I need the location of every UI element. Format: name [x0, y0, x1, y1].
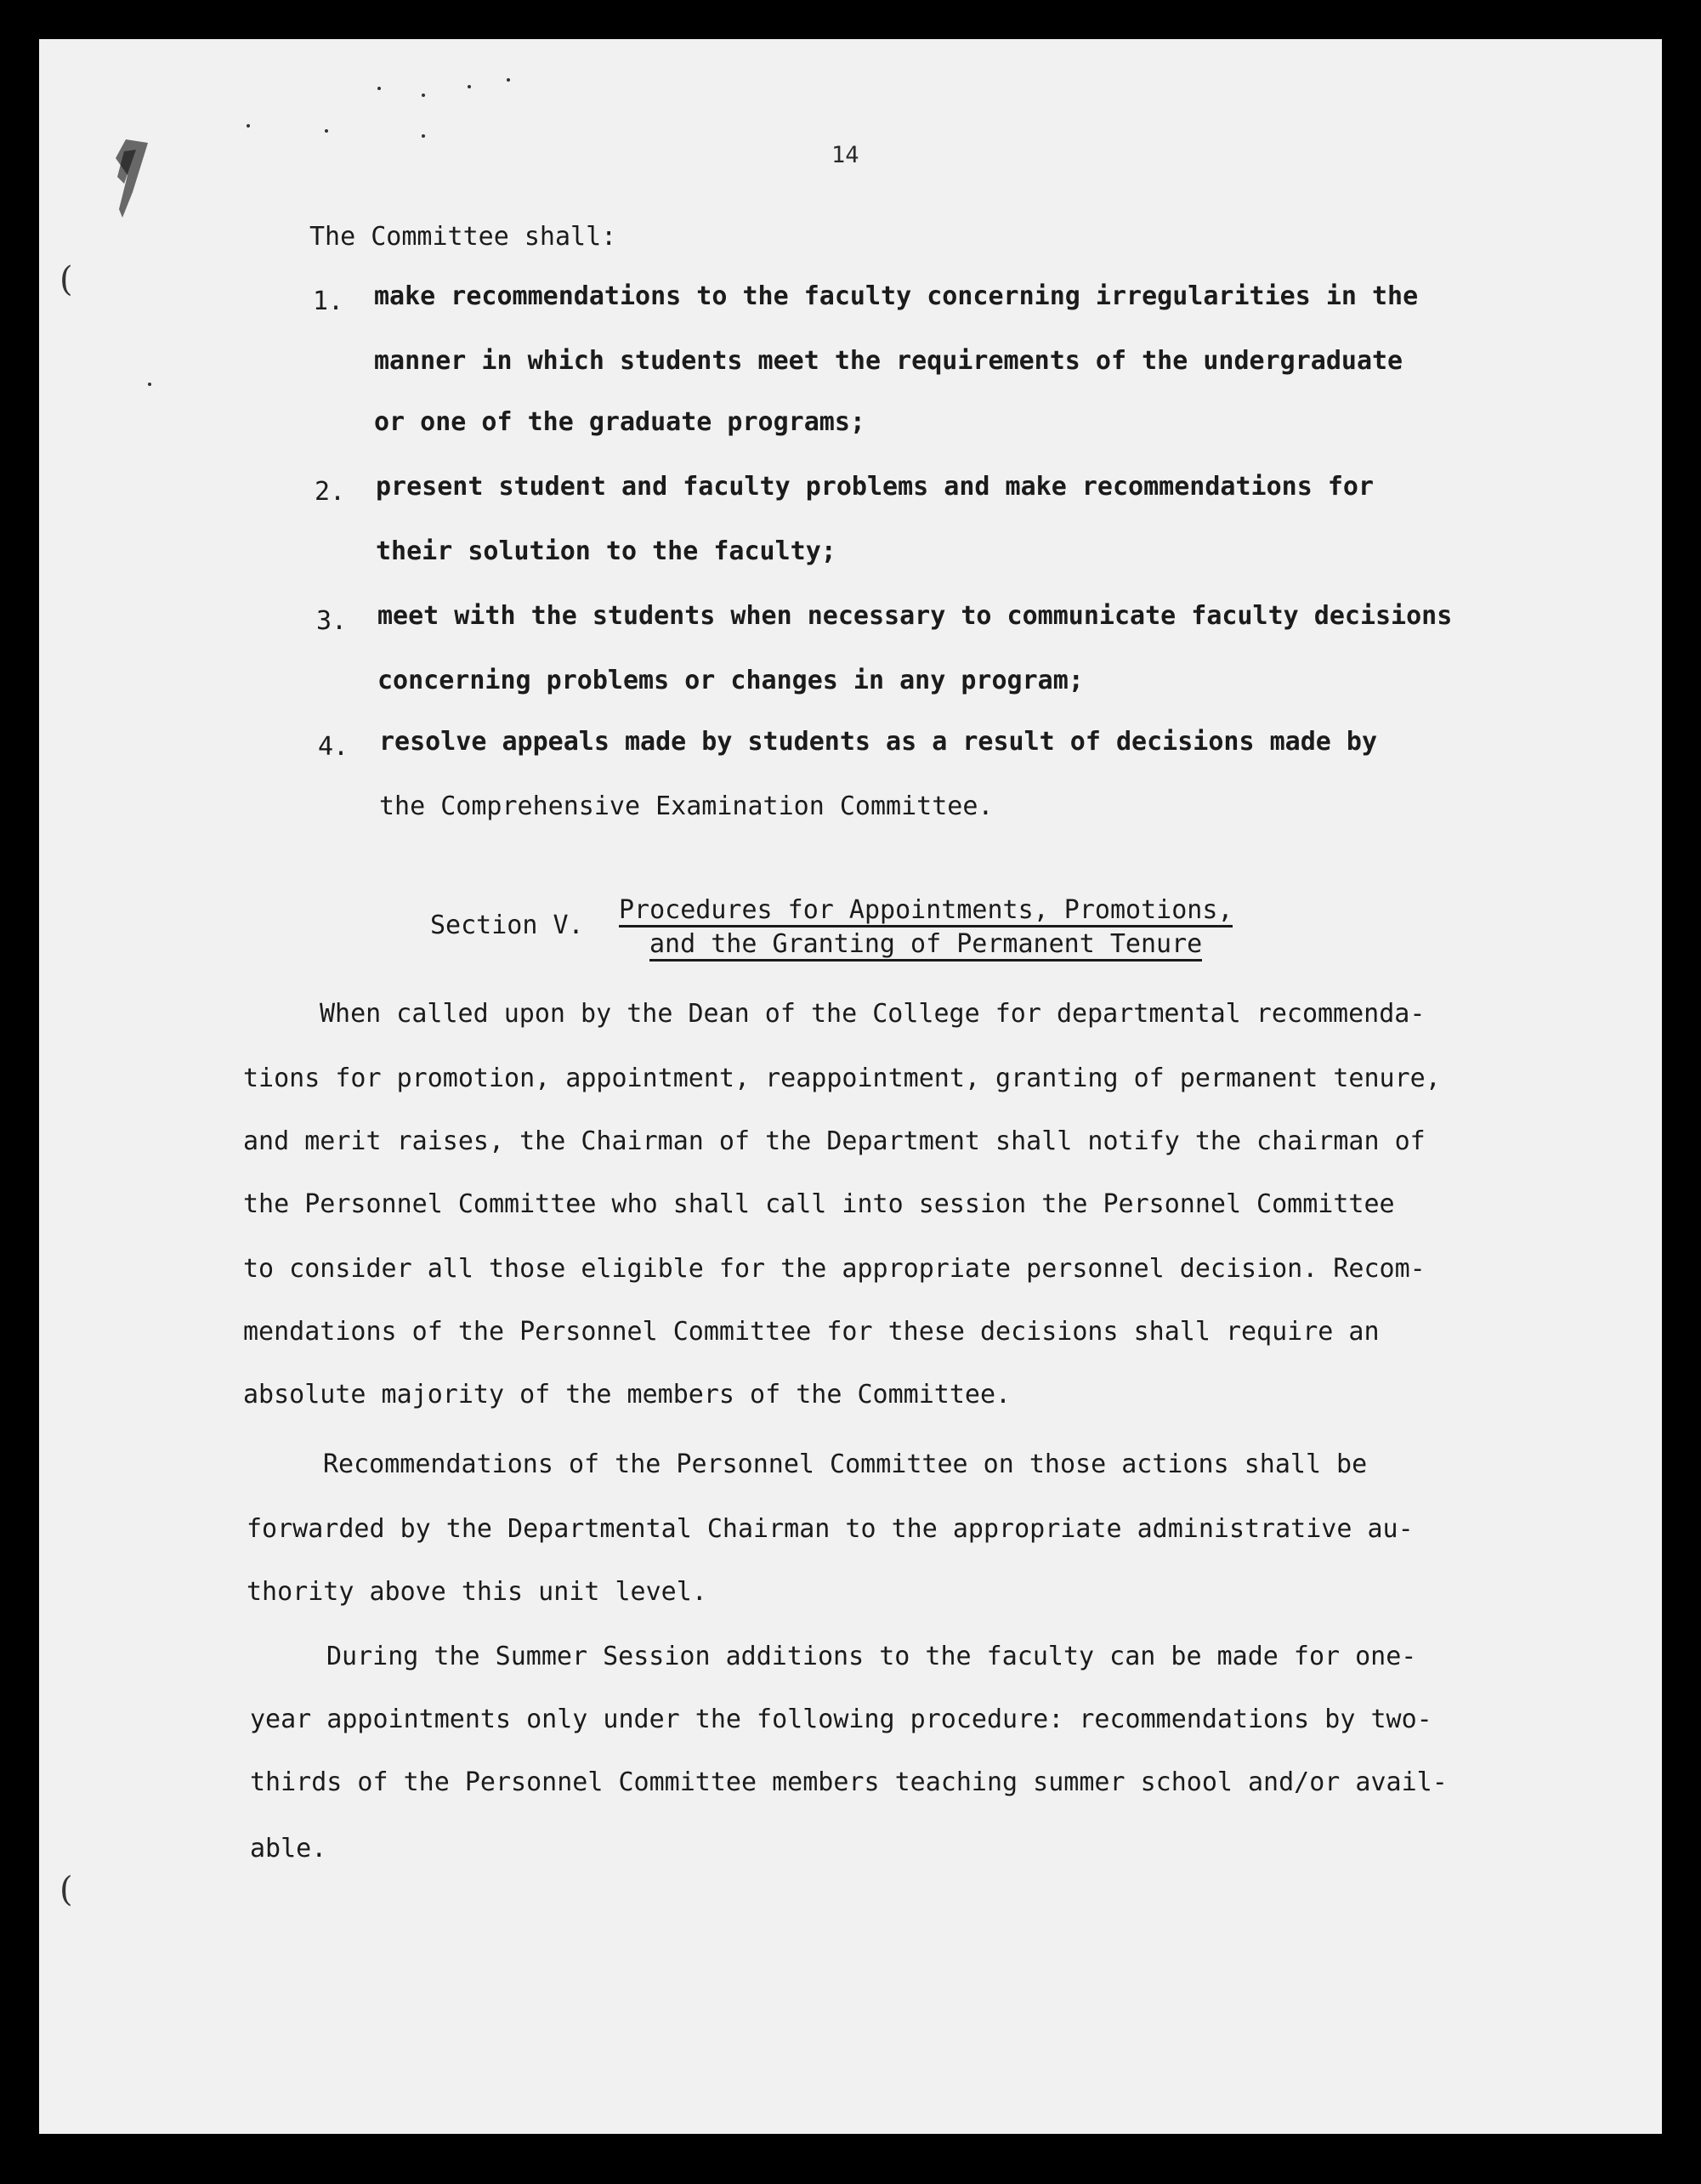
paragraph-line: mendations of the Personnel Committee for these decisions shall require an	[243, 1317, 1380, 1347]
list-item-number: 3.	[316, 606, 348, 636]
scan-speck	[422, 134, 425, 138]
list-item-line: present student and faculty problems and make recommendations for	[376, 472, 1374, 502]
paragraph-line: thority above this unit level.	[247, 1577, 707, 1607]
paragraph-line: able.	[250, 1834, 327, 1863]
paragraph-line: When called upon by the Dean of the College for departmental recommenda-	[320, 999, 1426, 1029]
section-title-line: and the Granting of Permanent Tenure	[649, 932, 1202, 962]
list-item-line: make recommendations to the faculty concerning irregularities in the	[374, 281, 1419, 311]
list-item-line: the Comprehensive Examination Committee.	[379, 791, 994, 821]
scan-speck	[325, 129, 328, 133]
page-number: 14	[831, 142, 859, 168]
paragraph-line: forwarded by the Departmental Chairman to the appropriate administrative au-	[247, 1514, 1414, 1544]
margin-bracket-mark: (	[60, 1870, 73, 1909]
list-item-line: or one of the graduate programs;	[374, 407, 865, 437]
section-label: Section V.	[430, 910, 584, 940]
section-title-line: Procedures for Appointments, Promotions,	[619, 898, 1233, 927]
paragraph-line: year appointments only under the following procedure: recommendations by two-	[250, 1705, 1432, 1734]
list-item-number: 2.	[315, 477, 346, 507]
list-item-line: manner in which students meet the requirements of the undergraduate	[374, 346, 1403, 376]
scan-speck	[507, 78, 510, 82]
paragraph-line: the Personnel Committee who shall call into session the Personnel Committee	[243, 1189, 1395, 1219]
scan-speck	[377, 87, 381, 90]
section-heading	[430, 895, 1280, 974]
staple-smudge-mark	[99, 124, 158, 218]
paragraph-line: thirds of the Personnel Committee members teaching summer school and/or avail-	[250, 1767, 1448, 1797]
list-item-number: 4.	[318, 732, 349, 762]
paragraph-line: to consider all those eligible for the appropriate personnel decision. Recom-	[243, 1254, 1426, 1284]
scan-speck	[148, 383, 151, 386]
scan-speck	[247, 124, 250, 128]
list-item-number: 1.	[313, 286, 344, 316]
document-page	[39, 39, 1662, 2134]
list-item-line: meet with the students when necessary to communicate faculty decisions	[377, 601, 1453, 631]
scan-speck	[422, 94, 425, 97]
list-item-line: their solution to the faculty;	[376, 536, 836, 566]
paragraph-line: During the Summer Session additions to the faculty can be made for one-	[326, 1642, 1417, 1671]
paragraph-line: tions for promotion, appointment, reappointment, granting of permanent tenure,	[243, 1064, 1441, 1093]
list-item-line: resolve appeals made by students as a result of decisions made by	[379, 727, 1377, 757]
committee-intro: The Committee shall:	[309, 222, 617, 252]
margin-bracket-mark: (	[60, 260, 73, 299]
list-item-line: concerning problems or changes in any program;	[377, 666, 1084, 695]
paragraph-line: Recommendations of the Personnel Committee on those actions shall be	[323, 1449, 1368, 1479]
paragraph-line: absolute majority of the members of the Committee.	[243, 1380, 1012, 1410]
paragraph-line: and merit raises, the Chairman of the Department shall notify the chairman of	[243, 1126, 1426, 1156]
scan-speck	[468, 85, 471, 88]
